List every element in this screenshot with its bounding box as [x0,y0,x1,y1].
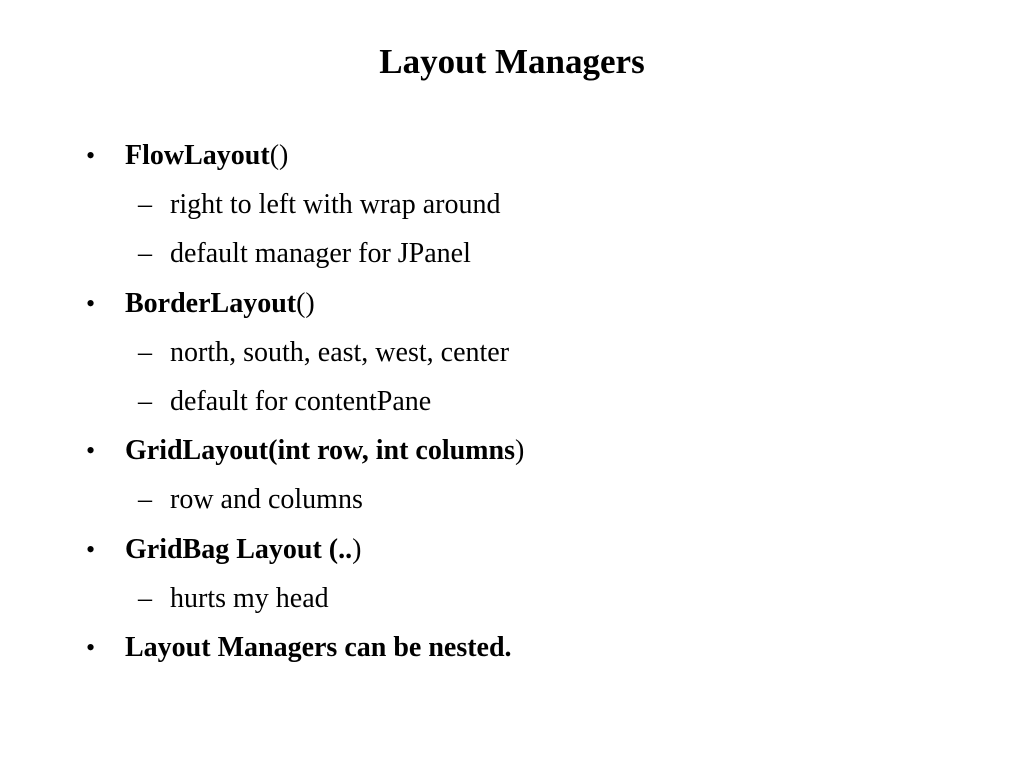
bullet-text [125,133,288,179]
bullet-marker: • [86,534,96,564]
bullet-text [125,281,315,327]
sub-item-text: default for contentPane [170,385,432,417]
sub-item-row-columns [0,477,1024,526]
bullet-text [125,527,361,573]
dash-marker: – [138,336,152,368]
sub-item-hurts-head [0,576,1024,625]
bullet-text-bold: GridLayout(int row, int columns [125,435,515,467]
bullet-item-nested [0,625,1024,674]
bullet-item-borderlayout [0,281,1024,330]
slide-title: Layout Managers [379,42,645,81]
bullet-item-gridlayout [0,428,1024,477]
sub-item-text: hurts my head [170,582,329,614]
bullet-marker: • [86,141,96,170]
dash-marker: – [138,189,152,221]
bullet-text-normal: () [269,140,289,171]
bullet-text-normal: ) [514,435,525,467]
sub-item-text: right to left with wrap around [170,189,501,221]
bullet-text-bold: BorderLayout [125,287,297,319]
bullet-marker: • [86,288,96,318]
sub-item-default-jpanel [0,231,1024,280]
bullet-text-bold: Layout Managers can be nested. [125,631,512,663]
bullet-list [0,133,1024,674]
sub-item-text: default manager for JPanel [170,238,471,270]
dash-marker: – [138,385,152,417]
bullet-item-flowlayout [0,133,1024,182]
bullet-text-normal: () [296,287,315,319]
sub-item-contentpane [0,379,1024,428]
dash-marker: – [138,238,152,270]
bullet-text [125,428,524,474]
sub-item-text: row and columns [170,484,363,516]
dash-marker: – [138,582,152,614]
bullet-item-gridbag [0,527,1024,576]
bullet-marker: • [86,436,96,466]
bullet-text-bold: GridBag Layout (.. [125,533,353,565]
sub-item-wrap-around [0,182,1024,231]
bullet-text [125,625,512,671]
bullet-text-bold: FlowLayout [125,140,270,171]
dash-marker: – [138,484,152,516]
sub-item-compass [0,330,1024,379]
bullet-text-normal: ) [352,533,362,565]
bullet-marker: • [86,632,96,662]
sub-item-text: north, south, east, west, center [170,336,510,368]
